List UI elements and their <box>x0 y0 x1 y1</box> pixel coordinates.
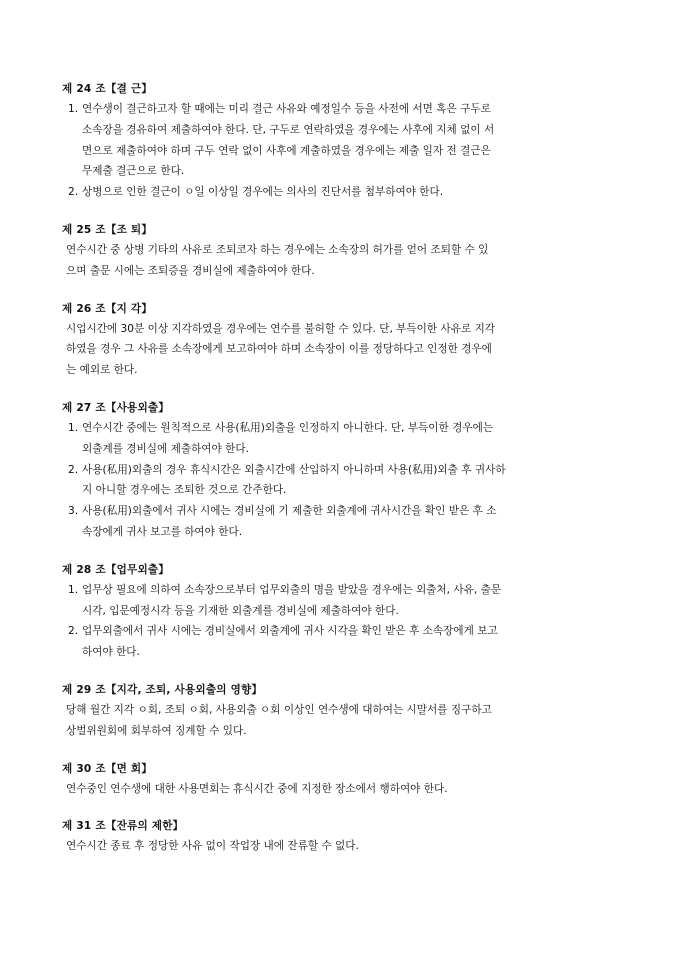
item-text: 무제출 결근으로 한다. <box>82 165 185 178</box>
article-item <box>62 501 628 543</box>
article-29 <box>62 680 628 742</box>
article-title: 제 27 조【사용외출】 <box>62 401 170 414</box>
article-item <box>62 621 628 663</box>
item-text: 상병으로 인한 결근이 ㅇ일 이상일 경우에는 의사의 진단서를 첨부하여야 한다. <box>82 186 444 199</box>
item-text: 면으로 제출하여야 하며 구두 연락 없이 사후에 계출하였을 경우에는 제출 일자 전 결근은 <box>82 144 491 157</box>
item-text: 시각, 입문예정시각 등을 기재한 외출계를 경비실에 제출하여야 한다. <box>82 604 399 617</box>
article-title: 제 24 조【결 근】 <box>62 83 153 95</box>
article-text: 연수중인 연수생에 대한 사용면회는 휴식시간 중에 지정한 장소에서 행하여야 한다. <box>66 782 448 795</box>
item-number: 2. <box>68 625 79 638</box>
article-title: 제 25 조【조 퇴】 <box>62 223 153 236</box>
article-title: 제 30 조【면 회】 <box>62 762 153 775</box>
article-item <box>62 418 628 460</box>
item-number: 1. <box>68 421 79 434</box>
article-item <box>62 460 628 502</box>
article-title: 제 26 조【지 각】 <box>62 302 153 315</box>
article-24 <box>62 79 628 203</box>
article-text: 시업시간에 30분 이상 지각하였을 경우에는 연수를 불허할 수 있다. 단, 부득이한 사유로 지각 <box>66 322 496 335</box>
article-text: 연수시간 중 상병 기타의 사유로 조퇴코자 하는 경우에는 소속장의 허가를 얻어 조퇴할 수 있 <box>66 243 489 256</box>
item-text: 외출계를 경비실에 제출하여야 한다. <box>82 442 249 455</box>
item-text: 사용(私用)외출의 경우 휴식시간은 외출시간에 산입하지 아니하며 사용(私用)외출 후 귀사하 <box>82 463 506 476</box>
item-text: 지 아니할 경우에는 조퇴한 것으로 간주한다. <box>82 484 287 497</box>
article-title: 제 31 조【잔류의 제한】 <box>62 820 184 833</box>
item-number: 1. <box>68 103 79 115</box>
article-title: 제 28 조【업무외출】 <box>62 563 170 576</box>
article-title: 제 29 조【지각, 조퇴, 사용외출의 영향】 <box>62 683 263 696</box>
article-25 <box>62 220 628 282</box>
article-31 <box>62 816 628 857</box>
item-text: 연수시간 중에는 원칙적으로 사용(私用)외출을 인정하지 아니한다. 단, 부득이한 경우에는 <box>82 421 494 434</box>
article-30 <box>62 759 628 800</box>
item-text: 업무외출에서 귀사 시에는 경비실에서 외출계에 귀사 시각을 확인 받은 후 소속장에게 보고 <box>82 625 498 638</box>
article-text: 당해 월간 지각 ㅇ회, 조퇴 ㅇ회, 사용외출 ㅇ회 이상인 연수생에 대하여는 시말서를 징구하고 <box>66 703 492 716</box>
item-number: 2. <box>68 463 79 476</box>
article-text: 상벌위원회에 회부하여 징계할 수 있다. <box>66 724 247 737</box>
item-number: 1. <box>68 583 79 596</box>
article-text: 는 예외로 한다. <box>66 364 138 377</box>
article-26 <box>62 299 628 381</box>
article-item <box>62 99 628 182</box>
article-item <box>62 580 628 622</box>
article-text: 하였을 경우 그 사유를 소속장에게 보고하여야 하며 소속장이 이를 정당하다고 인정한 경우에 <box>66 343 492 356</box>
article-text: 연수시간 종료 후 정당한 사유 없이 작업장 내에 잔류할 수 없다. <box>66 840 359 853</box>
item-text: 사용(私用)외출에서 귀사 시에는 경비실에 기 제출한 외출계에 귀사시간을 확인 받은 후 소 <box>82 505 497 518</box>
article-27 <box>62 398 628 543</box>
article-item <box>62 182 628 203</box>
item-text: 업무상 필요에 의하여 소속장으로부터 업무외출의 명을 받았을 경우에는 외출처, 사유, 출문 <box>82 583 502 596</box>
article-28 <box>62 560 628 663</box>
item-text: 속장에게 귀사 보고를 하여야 한다. <box>82 525 243 538</box>
item-number: 3. <box>68 505 79 518</box>
item-text: 하여야 한다. <box>82 646 140 659</box>
item-text: 소속장을 경유하여 제출하여야 한다. 단, 구두로 연락하였을 경우에는 사후에 지체 없이 서 <box>82 123 495 136</box>
item-number: 2. <box>68 186 79 199</box>
item-text: 연수생이 결근하고자 할 때에는 미리 결근 사유와 예정일수 등을 사전에 서면 혹은 구두로 <box>82 103 491 115</box>
article-text: 으며 출문 시에는 조퇴증을 경비실에 제출하여야 한다. <box>66 264 315 277</box>
